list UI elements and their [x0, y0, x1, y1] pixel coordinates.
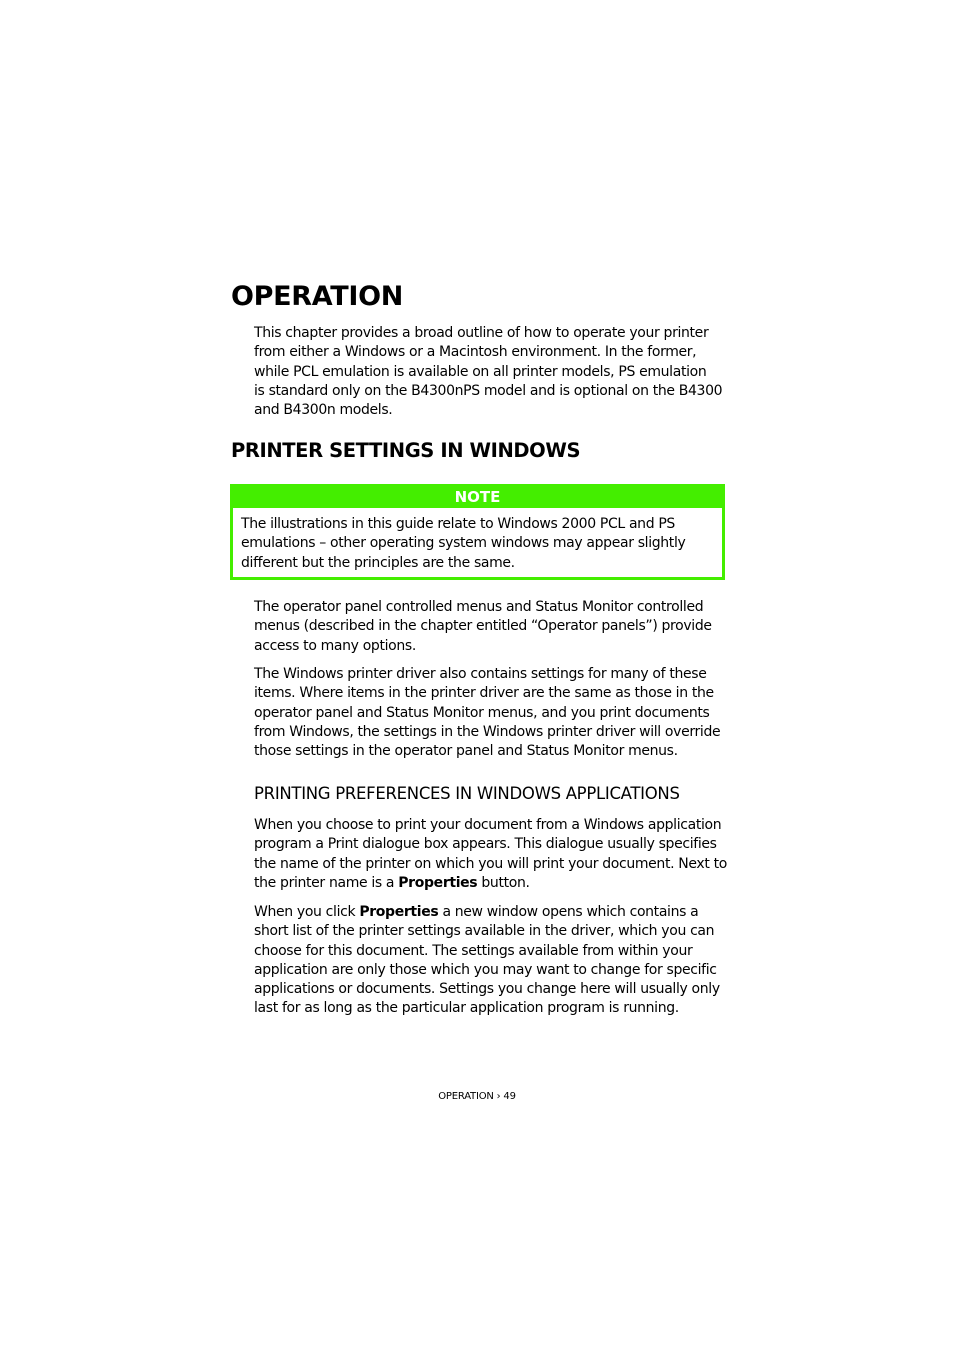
text-line: is standard only on the B4300nPS model and is optional on the B4300 [254, 382, 723, 399]
section-paragraph-2 [254, 665, 722, 761]
subsection-heading: PRINTING PREFERENCES IN WINDOWS APPLICATIONS [254, 784, 680, 803]
text-line: short list of the printer settings available in the driver, which you can [254, 923, 715, 940]
text-segment: button. [477, 874, 530, 891]
text-line: the name of the printer on which you will print your document. Next to [254, 855, 727, 872]
text-segment: When you click [254, 904, 360, 920]
note-box [230, 484, 725, 580]
intro-paragraph [254, 324, 722, 420]
page-footer: OPERATION › 49 [438, 1091, 516, 1102]
note-text [241, 515, 716, 573]
subsection-paragraph-1 [254, 816, 727, 893]
text-line: The illustrations in this guide relate to Windows 2000 PCL and PS [241, 516, 675, 532]
text-line: access to many options. [254, 637, 416, 654]
page-title: OPERATION [231, 281, 404, 312]
text-line: menus (described in the chapter entitled “Operator panels”) provide [254, 618, 712, 635]
text-line: The Windows printer driver also contains settings for many of these [254, 666, 707, 682]
text-segment: a new window opens which contains a [438, 904, 699, 920]
section-paragraph-1 [254, 598, 722, 656]
text-line [254, 903, 722, 922]
text-line: operator panel and Status Monitor menus, and you print documents [254, 704, 710, 721]
text-line: applications or documents. Settings you change here will usually only [254, 981, 720, 998]
text-segment: the printer name is a [254, 874, 399, 891]
note-label: NOTE [233, 487, 722, 508]
text-line: different but the principles are the same. [241, 554, 515, 571]
text-line: from Windows, the settings in the Windows printer driver will override [254, 723, 721, 740]
properties-term: Properties [359, 904, 439, 920]
properties-term: Properties [398, 874, 478, 891]
text-line: items. Where items in the printer driver are the same as those in the [254, 685, 714, 702]
section-heading: PRINTER SETTINGS IN WINDOWS [231, 439, 581, 462]
text-line: The operator panel controlled menus and Status Monitor controlled [254, 599, 704, 615]
text-line: When you choose to print your document from a Windows application [254, 817, 722, 833]
text-line: and B4300n models. [254, 402, 393, 419]
subsection-paragraph-2 [254, 903, 722, 1019]
text-line: from either a Windows or a Macintosh environment. In the former, [254, 344, 697, 361]
text-line: last for as long as the particular application program is running. [254, 1000, 679, 1017]
text-line: those settings in the operator panel and Status Monitor menus. [254, 743, 678, 760]
text-line [254, 874, 722, 893]
text-line: application are only those which you may want to change for specific [254, 961, 717, 978]
text-line: This chapter provides a broad outline of how to operate your printer [254, 325, 709, 341]
text-line: program a Print dialogue box appears. This dialogue usually specifies [254, 836, 717, 853]
text-line: emulations – other operating system windows may appear slightly [241, 535, 686, 552]
text-line: while PCL emulation is available on all printer models, PS emulation [254, 363, 707, 380]
text-line: choose for this document. The settings available from within your [254, 942, 693, 959]
